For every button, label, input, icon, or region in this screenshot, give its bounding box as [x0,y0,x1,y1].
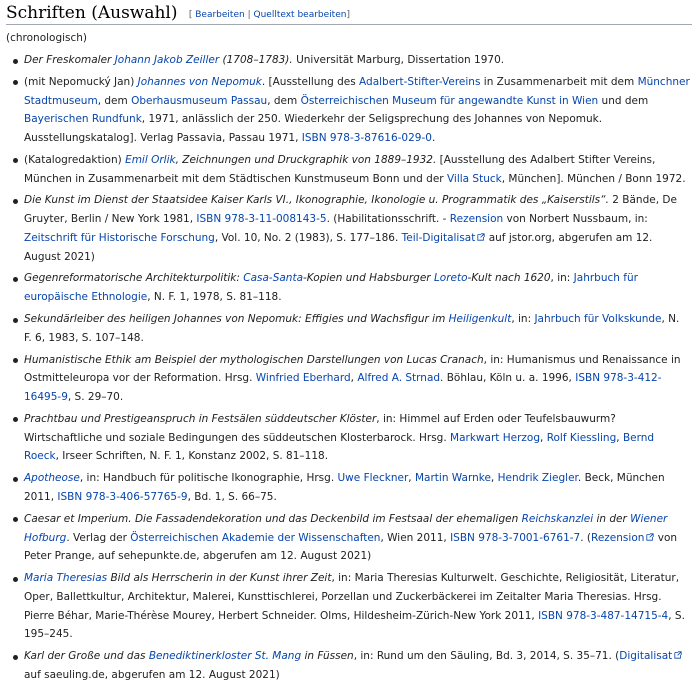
person-link[interactable]: Rolf Kiessling [546,431,617,444]
museum-link[interactable]: Oberhausmuseum Passau [131,94,268,107]
edit-section-links: [ Bearbeiten | Quelltext bearbeiten] [188,10,350,20]
work-title: Humanistische Ethik am Beispiel der mythologischen Darstellungen von Lucas Cranach [24,353,484,366]
digitalisat-link[interactable]: Digitalisat [619,650,673,663]
list-item: Humanistische Ethik am Beispiel der mythologischen Darstellungen von Lucas Cranach, in: Humanismus und Renaissance in Ostmitteleuropa vor der Reformation. Hrsg. Winfried Eberhard, Alfred A. Strnad. Böhlau, Köln u. a. 1996, ISBN 978-3-412-16495-9, S. 29–70. [0,351,690,407]
edit-link[interactable]: Bearbeiten [195,10,245,20]
person-link[interactable]: Winfried Eberhard [255,372,351,385]
journal-link[interactable]: Jahrbuch für europäische Ethnologie [24,272,638,304]
topic-link[interactable]: Reichskanzlei [521,512,594,525]
person-link[interactable]: Markwart Herzog [450,431,540,444]
work-title: Prachtbau und Prestigeanspruch in Festsälen süddeutscher Klöster [24,412,377,425]
intro-note: (chronologisch) [6,32,88,44]
external-link-icon [674,651,682,659]
list-item: Karl der Große und das Benediktinerkloster St. Mang in Füssen, in: Rund um den Säuling, Bd. 3, 2014, S. 35–71. (Digitalisat auf saeuling.de, abgerufen am 12. August 2021) [0,647,690,684]
work-title: Die Kunst im Dienst der Staatsidee Kaiser Karls VI., Ikonographie, Ikonologie u. Programmatik des „Kaiserstils“. [24,194,609,207]
isbn-link[interactable]: ISBN 978-3-11-008143-5 [196,213,327,226]
person-link[interactable]: Johann Jakob Zeiller [114,54,220,66]
person-link[interactable]: Martin Warnke [414,472,491,485]
digitalisat-link[interactable]: Teil-Digitalisat [401,231,476,244]
association-link[interactable]: Adalbert-Stifter-Vereins [359,75,481,88]
isbn-link[interactable]: ISBN 978-3-487-14715-4 [538,609,669,622]
list-item: (mit Nepomucký Jan) Johannes von Nepomuk. [Ausstellung des Adalbert-Stifter-Vereins in Zusammenarbeit mit dem Münchner Stadtmuseum, dem Oberhausmuseum Passau, dem Österreichischen Museum für angewandte Kunst in Wien und dem Bayerischen Rundfunk, 1971, anlässlich der 250. Wiederkehr der Seligsprechung des Johannes von Nepomuk. Ausstellungskatalog]. Verlag Passavia, Passau 1971, ISBN 978-3-87616-029-0. [0,73,690,148]
museum-link[interactable]: Österreichischen Museum für angewandte Kunst in Wien [300,94,599,107]
topic-link[interactable]: Apotheose [24,472,80,485]
topic-link[interactable]: Wiener Hofburg [24,512,668,544]
isbn-link[interactable]: ISBN 978-3-7001-6761-7 [450,531,581,544]
list-item: Prachtbau und Prestigeanspruch in Festsälen süddeutscher Klöster, in: Himmel auf Erden oder Teufelsbauwurm? Wirtschaftliche und soziale Bedingungen des süddeutschen Klosterbarock. Hrsg. Markwart Herzog, Rolf Kiessling, Bernd Roeck, Irseer Schriften, N. F. 1, Konstanz 2002, S. 81–118. [0,410,690,466]
person-link[interactable]: Johannes von Nepomuk [137,75,262,88]
list-item: Caesar et Imperium. Die Fassadendekoration und das Deckenbild im Festsaal der ehemaligen Reichskanzlei in der Wiener Hofburg. Verlag der Österreichischen Akademie der Wissenschaften, Wien 2011, ISBN 978-3-7001-6761-7. (Rezension von Peter Prange, auf sehepunkte.de, abgerufen am 12. August 2021) [0,510,690,566]
broadcaster-link[interactable]: Bayerischen Rundfunk [24,113,142,126]
topic-link[interactable]: Casa-Santa [243,272,303,285]
journal-link[interactable]: Zeitschrift für Historische Forschung [24,231,215,244]
section-heading [6,2,692,25]
list-item: Sekundärleiber des heiligen Johannes von Nepomuk: Effigies und Wachsfigur im Heiligenkult, in: Jahrbuch für Volkskunde, N. F. 6, 1983, S. 107–148. [0,310,690,347]
topic-link[interactable]: Loreto [433,272,468,285]
works-list [0,51,690,688]
list-item: Maria Theresias Bild als Herrscherin in der Kunst ihrer Zeit, in: Maria Theresias Kulturwelt. Geschichte, Religiosität, Literatur, Oper, Ballettkultur, Architektur, Malerei, Kunsttischlerei, Porzellan und Zuckerbäckerei im Zeitalter Maria Theresias. Hrsg. Pierre Béhar, Marie-Thérèse Mourey, Herbert Schneider. Olms, Hildesheim-Zürich-New York 2011, ISBN 978-3-487-14715-4, S. 195–245. [0,569,690,644]
review-link[interactable]: Rezension [449,213,504,226]
list-item: (Katalogredaktion) Emil Orlik, Zeichnungen und Druckgraphik von 1889–1932. [Ausstellung des Adalbert Stifter Vereins, München in Zusammenarbeit mit dem Städtischen Kunstmuseum Bonn und der Villa Stuck, München]. München / Bonn 1972. [0,151,690,188]
person-link[interactable]: Emil Orlik [125,153,176,166]
person-link[interactable]: Hendrik Ziegler [497,472,578,485]
list-item: Gegenreformatorische Architekturpolitik: Casa-Santa-Kopien und Habsburger Loreto-Kult nach 1620, in: Jahrbuch für europäische Ethnologie, N. F. 1, 1978, S. 81–118. [0,269,690,306]
list-item: Die Kunst im Dienst der Staatsidee Kaiser Karls VI., Ikonographie, Ikonologie u. Programmatik des „Kaiserstils“. 2 Bände, De Gruyter, Berlin / New York 1981, ISBN 978-3-11-008143-5. (Habilitationsschrift. - Rezension von Norbert Nussbaum, in: Zeitschrift für Historische Forschung, Vol. 10, No. 2 (1983), S. 177–186. Teil-Digitalisat auf jstor.org, abgerufen am 12. August 2021) [0,191,690,266]
list-item: Apotheose, in: Handbuch für politische Ikonographie, Hrsg. Uwe Fleckner, Martin Warnke, Hendrik Ziegler. Beck, München 2011, ISBN 978-3-406-57765-9, Bd. 1, S. 66–75. [0,469,690,506]
person-link[interactable]: Maria Theresias [24,572,108,585]
person-link[interactable]: Bernd Roeck [24,431,655,463]
topic-link[interactable]: Heiligenkult [448,313,512,326]
edit-source-link[interactable]: Quelltext bearbeiten [253,10,347,20]
museum-link[interactable]: Münchner Stadtmuseum [24,75,690,107]
isbn-link[interactable]: ISBN 978-3-406-57765-9 [57,490,188,503]
work-title: Der Freskomaler Johann Jakob Zeiller (1708–1783). [24,54,293,66]
isbn-link[interactable]: ISBN 978-3-87616-029-0 [301,132,432,144]
section-title: Schriften (Auswahl) [6,3,178,23]
person-link[interactable]: Alfred A. Strnad [357,372,441,385]
isbn-link[interactable]: ISBN 978-3-412-16495-9 [24,372,662,404]
academy-link[interactable]: Österreichischen Akademie der Wissenschaften [130,531,381,544]
list-item: Der Freskomaler Johann Jakob Zeiller (1708–1783). Universität Marburg, Dissertation 1970. [0,51,690,70]
journal-link[interactable]: Jahrbuch für Volkskunde [534,313,662,326]
museum-link[interactable]: Villa Stuck [446,172,502,185]
review-link[interactable]: Rezension [591,531,645,544]
person-link[interactable]: Uwe Fleckner [337,472,409,485]
topic-link[interactable]: Benediktinerkloster St. Mang [148,650,302,663]
